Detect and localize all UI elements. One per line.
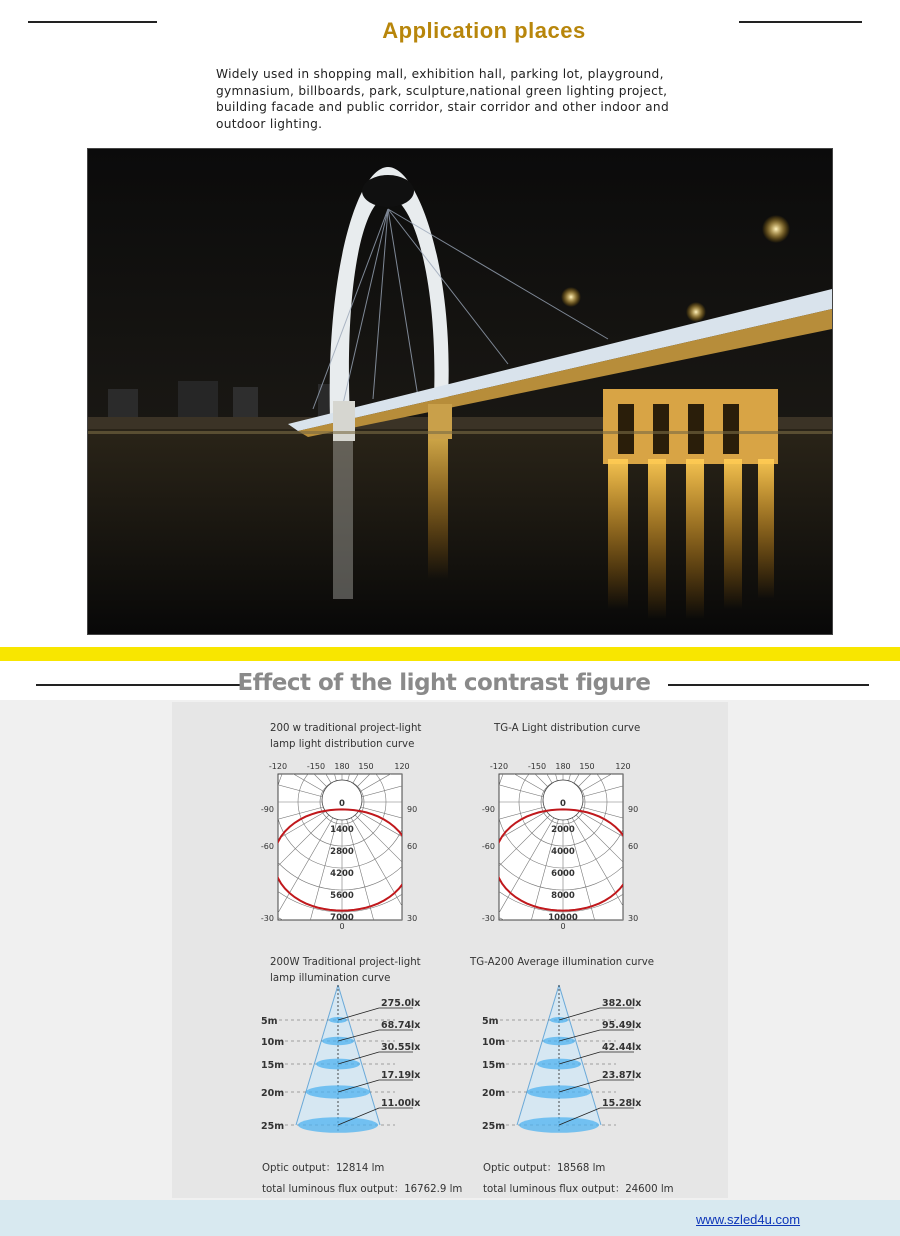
section-title-application-places: Application places [382, 18, 586, 43]
polar-angle-label: -60 [481, 842, 495, 851]
polar-zero-bottom: 0 [339, 922, 345, 931]
polar-chart-2-title-line: TG-A Light distribution curve [494, 723, 641, 734]
polar-chart-1 [250, 754, 430, 934]
polar-angle-label: -120 [268, 762, 288, 771]
polar-angle-label: 90 [407, 805, 418, 814]
lux-value: 17.19lx [381, 1070, 421, 1081]
lux-value: 15.28lx [602, 1098, 642, 1109]
distance-label: 25m [482, 1121, 506, 1132]
optic-output-2: Optic output：18568 lm [483, 1163, 606, 1174]
polar-zero-top: 0 [339, 799, 345, 809]
illum-chart-1-title-line: lamp illumination curve [270, 973, 391, 984]
polar-angle-label: -120 [489, 762, 509, 771]
polar-angle-label: 30 [407, 914, 418, 923]
polar-ring-label: 4000 [551, 847, 575, 857]
lux-value: 30.55lx [381, 1042, 421, 1053]
polar-angle-label: -30 [260, 914, 274, 923]
polar-angle-label: 60 [407, 842, 418, 851]
polar-chart-2 [471, 754, 651, 934]
illum-chart-1-title-line: 200W Traditional project-light [270, 957, 421, 968]
illum-chart-1 [255, 980, 445, 1145]
distance-label: 20m [482, 1088, 506, 1099]
intro-paragraph [216, 66, 756, 132]
lux-value: 42.44lx [602, 1042, 642, 1053]
lux-value: 11.00lx [381, 1098, 421, 1109]
intro-line: Widely used in shopping mall, exhibition hall, parking lot, playground, [216, 67, 664, 81]
lux-value: 95.49lx [602, 1020, 642, 1031]
intro-line: outdoor lighting. [216, 116, 323, 131]
polar-ring-label: 2000 [551, 825, 575, 835]
distance-label: 20m [261, 1088, 285, 1099]
illum-chart-2-title [470, 955, 654, 971]
polar-ring-label: 7000 [330, 913, 354, 923]
polar-angle-label: 150 [358, 762, 374, 771]
night-bridge-photo [87, 148, 833, 635]
polar-chart-1-title-line: lamp light distribution curve [270, 739, 415, 750]
polar-ring-label: 6000 [551, 869, 575, 879]
polar-angle-label: 180 [555, 762, 571, 771]
polar-angle-label: 120 [615, 762, 631, 771]
lux-value: 382.0lx [602, 998, 642, 1009]
polar-angle-label: 180 [334, 762, 350, 771]
illum-chart-2 [476, 980, 666, 1145]
illum-chart-2-title-line: TG-A200 Average illumination curve [470, 957, 654, 968]
polar-angle-label: -30 [481, 914, 495, 923]
lux-value: 275.0lx [381, 998, 421, 1009]
polar-zero-top: 0 [560, 799, 566, 809]
website-link[interactable]: www.szled4u.com [696, 1212, 801, 1227]
yellow-divider-bar [0, 647, 900, 661]
distance-label: 5m [261, 1016, 278, 1027]
polar-zero-bottom: 0 [560, 922, 566, 931]
intro-line: building facade and public corridor, stair corridor and other indoor and [216, 100, 669, 114]
polar-angle-label: 120 [394, 762, 410, 771]
distance-label: 15m [482, 1060, 506, 1071]
polar-chart-1-title-line: 200 w traditional project-light [270, 723, 422, 734]
polar-angle-label: -90 [260, 805, 274, 814]
polar-ring-label: 2800 [330, 847, 354, 857]
lux-value: 23.87lx [602, 1070, 642, 1081]
polar-ring-label: 10000 [548, 913, 578, 923]
lux-value: 68.74lx [381, 1020, 421, 1031]
polar-ring-label: 8000 [551, 891, 575, 901]
polar-angle-label: -90 [481, 805, 495, 814]
polar-ring-label: 1400 [330, 825, 354, 835]
distance-label: 25m [261, 1121, 285, 1132]
polar-angle-label: 60 [628, 842, 639, 851]
polar-ring-label: 4200 [330, 869, 354, 879]
polar-ring-label: 5600 [330, 891, 354, 901]
polar-angle-label: -150 [527, 762, 547, 771]
polar-angle-label: -60 [260, 842, 274, 851]
polar-angle-label: 150 [579, 762, 595, 771]
polar-angle-label: 30 [628, 914, 639, 923]
section-title-effect-contrast: Effect of the light contrast figure [237, 670, 651, 696]
total-flux-2: total luminous flux output：24600 lm [483, 1184, 674, 1195]
polar-angle-label: -150 [306, 762, 326, 771]
polar-chart-2-title [494, 721, 640, 737]
polar-chart-1-title [270, 721, 421, 753]
polar-angle-label: 90 [628, 805, 639, 814]
intro-line: gymnasium, billboards, park, sculpture,national green lighting project, [216, 83, 668, 98]
optic-output-1: Optic output：12814 lm [262, 1163, 385, 1174]
distance-label: 15m [261, 1060, 285, 1071]
distance-label: 5m [482, 1016, 499, 1027]
total-flux-1: total luminous flux output：16762.9 lm [262, 1184, 463, 1195]
distance-label: 10m [261, 1037, 285, 1048]
distance-label: 10m [482, 1037, 506, 1048]
